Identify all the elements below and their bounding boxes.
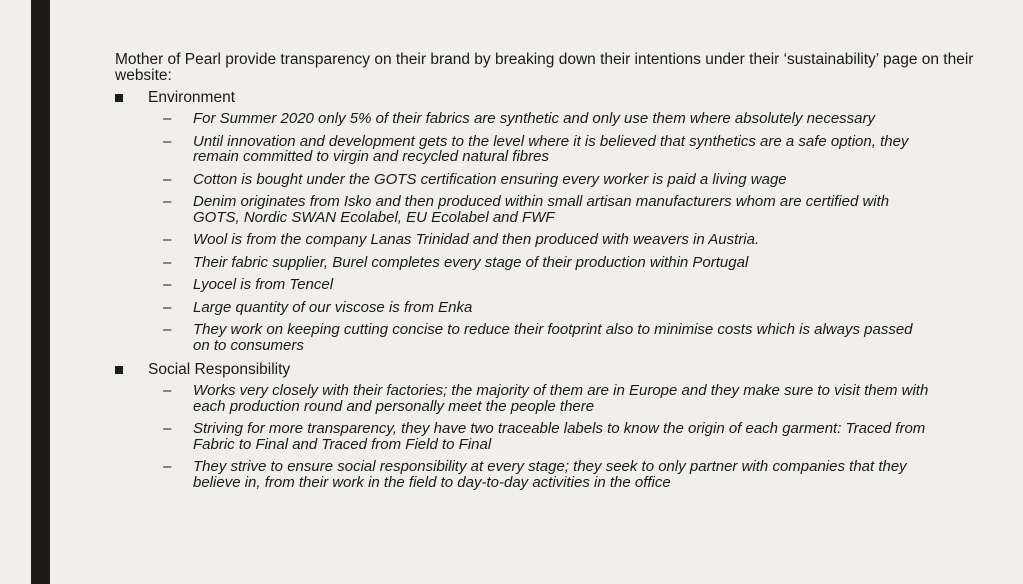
list-item <box>163 232 995 248</box>
list-item-text: Lyocel is from Tencel <box>193 276 334 293</box>
list-item-text: Striving for more transparency, they have two traceable labels to know the origin of each garment: Traced from Fabric to Final and Traced from Field to Final <box>193 420 926 453</box>
social-responsibility-list <box>115 383 995 490</box>
section-heading <box>115 89 995 107</box>
list-item <box>163 172 995 188</box>
list-item <box>163 255 995 271</box>
list-item <box>163 421 995 452</box>
dash-bullet: – <box>163 231 172 248</box>
dash-bullet: – <box>163 382 172 399</box>
list-item <box>163 134 995 165</box>
list-item-text: They work on keeping cutting concise to reduce their footprint also to minimise costs which is always passed on to consumers <box>193 321 913 354</box>
list-item-text: Their fabric supplier, Burel completes every stage of their production within Portugal <box>193 253 749 271</box>
slide-content <box>115 52 995 498</box>
list-item-text: Cotton is bought under the GOTS certification ensuring every worker is paid a living wage <box>193 170 787 188</box>
environment-list <box>115 111 995 353</box>
section-title: Social Responsibility <box>148 361 291 378</box>
dash-bullet: – <box>163 298 172 316</box>
dash-bullet: – <box>163 321 172 338</box>
dash-bullet: – <box>163 276 172 293</box>
section-title: Environment <box>148 89 236 106</box>
dash-bullet: – <box>163 458 172 475</box>
list-item <box>163 322 995 353</box>
intro-paragraph: Mother of Pearl provide transparency on their brand by breaking down their intentions under their ‘sustainability’ page on their website: <box>115 51 974 84</box>
list-item-text: For Summer 2020 only 5% of their fabrics are synthetic and only use them where absolutely necessary <box>193 110 876 127</box>
dash-bullet: – <box>163 253 172 271</box>
list-item-text: Until innovation and development gets to the level where it is believed that synthetics are a safe option, they remain committed to virgin and recycled natural fibres <box>193 132 909 165</box>
list-item <box>163 277 995 293</box>
list-item <box>163 383 995 414</box>
dash-bullet: – <box>163 170 172 188</box>
section-environment <box>115 89 995 353</box>
section-heading <box>115 361 995 379</box>
list-item-text: Works very closely with their factories; the majority of them are in Europe and they make sure to visit them with each production round and personally meet the people there <box>193 382 929 415</box>
square-bullet-icon <box>115 94 123 102</box>
list-item <box>163 300 995 316</box>
list-item <box>163 111 995 127</box>
dash-bullet: – <box>163 132 172 150</box>
slide-left-accent-bar <box>31 0 50 584</box>
dash-bullet: – <box>163 110 172 127</box>
list-item-text: They strive to ensure social responsibility at every stage; they seek to only partner with companies that they believe in, from their work in the field to day-to-day activities in the office <box>193 458 907 491</box>
list-item-text: Wool is from the company Lanas Trinidad and then produced with weavers in Austria. <box>193 231 760 248</box>
dash-bullet: – <box>163 193 172 210</box>
square-bullet-icon <box>115 366 123 374</box>
section-social-responsibility <box>115 361 995 490</box>
list-item-text: Denim originates from Isko and then produced within small artisan manufacturers whom are certified with GOTS, Nordic SWAN Ecolabel, EU Ecolabel and FWF <box>193 193 890 226</box>
list-item <box>163 194 995 225</box>
list-item-text: Large quantity of our viscose is from Enka <box>193 298 473 316</box>
list-item <box>163 459 995 490</box>
dash-bullet: – <box>163 420 172 437</box>
